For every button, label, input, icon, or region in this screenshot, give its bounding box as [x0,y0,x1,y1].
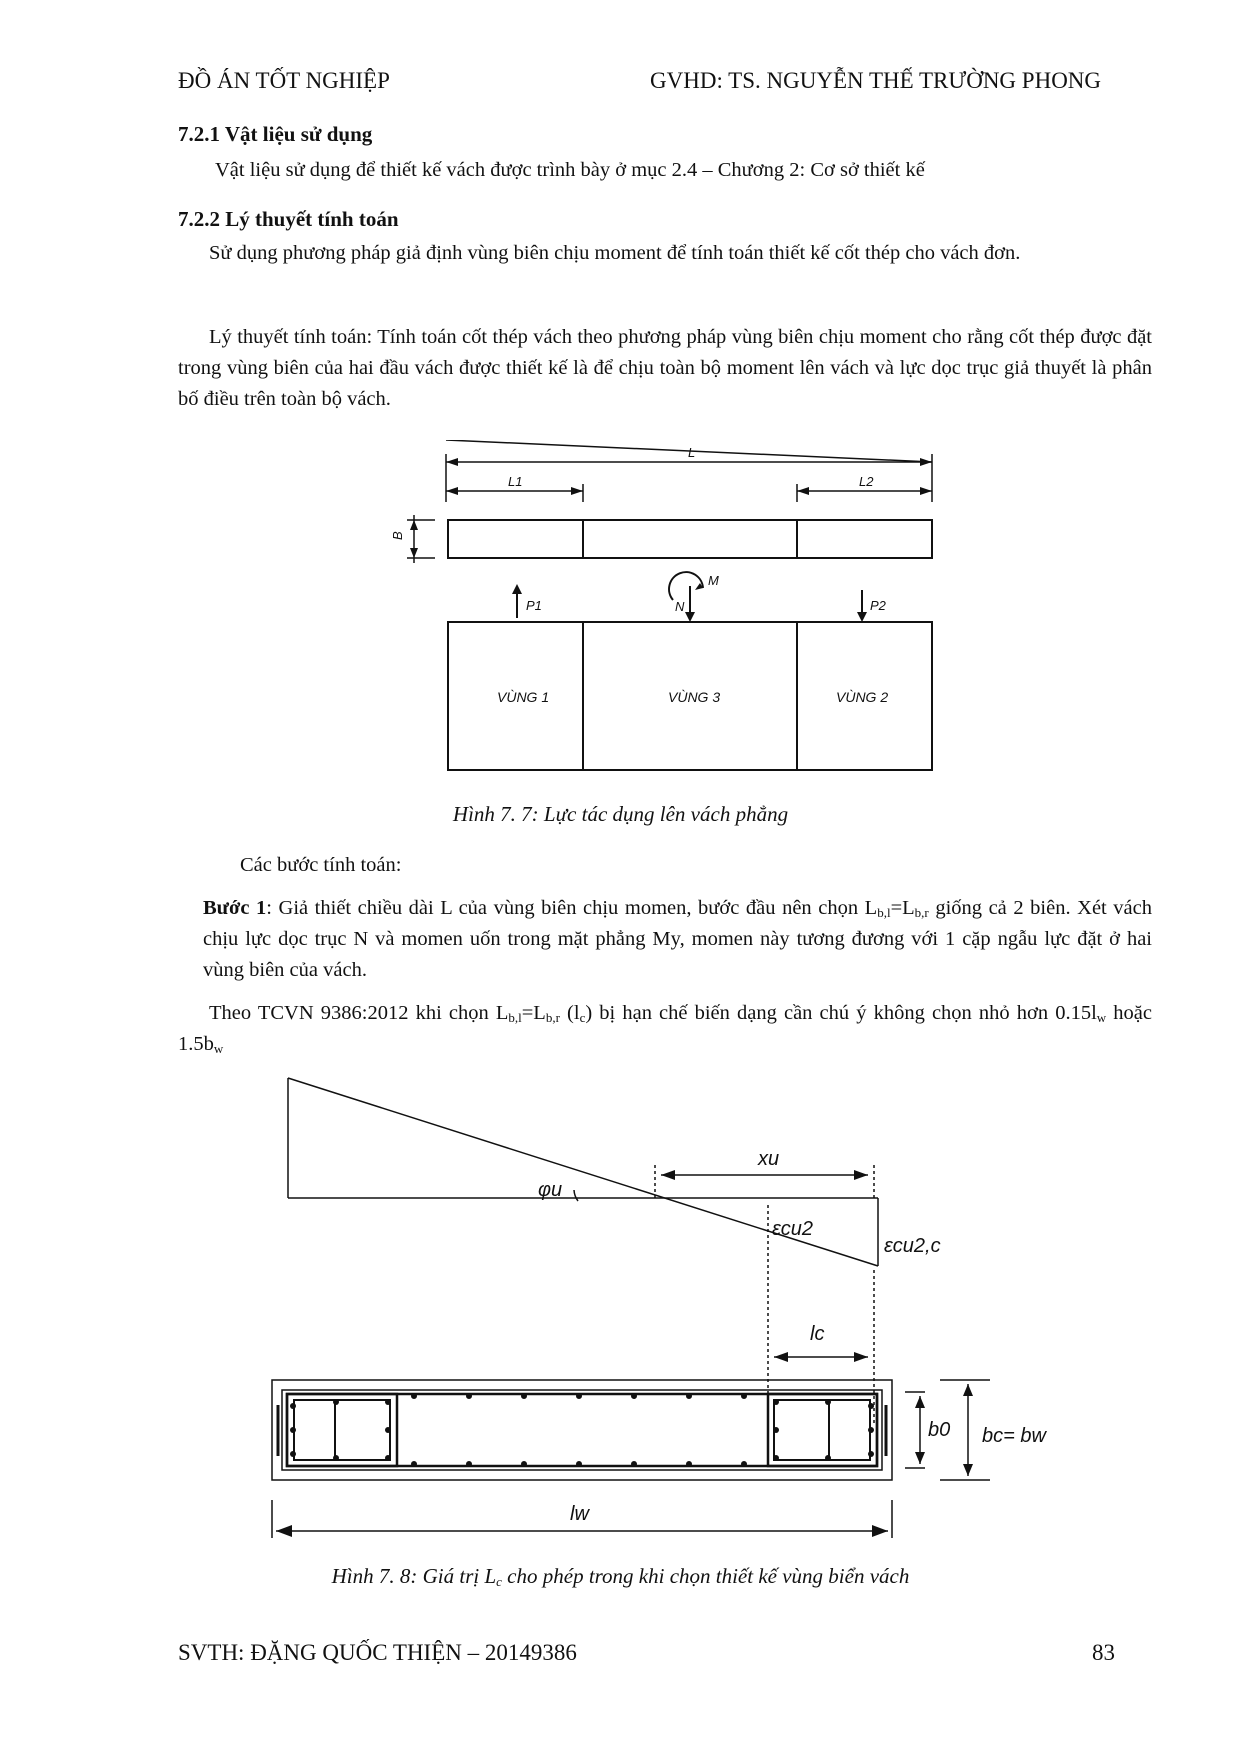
label-ecu2c: εcu2,c [884,1235,941,1257]
tcvn-paragraph: Theo TCVN 9386:2012 khi chọn $L_{b,l}=L_{b,r}$ $(l_c)$ bị hạn chế biến dạng cần chú ý không chọn nhỏ hơn $0.15l_w$ hoặc $1.5b_w$ [178,1002,1152,1056]
label-zone1: VÙNG 1 [497,689,550,705]
section-722-para1: Sử dụng phương pháp giả định vùng biên chịu moment để tính toán thiết kế cốt thép cho vách đơn. [209,242,1021,264]
label-xu: xu [758,1148,780,1170]
phi-arc [574,1190,578,1201]
label-lw: lw [570,1503,589,1525]
wall-plan-rect [448,520,932,558]
label-B: B [390,531,405,540]
label-bc-bw: bc= bw [982,1425,1046,1447]
label-N: N [675,599,685,614]
label-L1: L1 [508,474,523,489]
label-L: L [688,445,696,460]
step1-label: Bước 1 [203,897,267,919]
steps-intro: Các bước tính toán: [240,854,402,876]
page-number: 83 [1092,1640,1115,1665]
label-phiu: φu [538,1179,563,1201]
section-722-para2: Lý thuyết tính toán: Tính toán cốt thép vách theo phương pháp vùng biên chịu moment cho rằng cốt thép được đặt trong vùng biên của hai đầu vách được thiết kế là để chịu toàn bộ moment lên vách và lực dọc trục giả thuyết là phân bố điều trên toàn bộ vách. [178,326,1152,410]
figure-7-7 [0,440,1241,780]
label-zone2: VÙNG 2 [836,689,889,705]
label-P1: P1 [526,598,542,613]
wall-inner [282,1390,882,1470]
label-P2: P2 [870,598,886,613]
section-721-text: Vật liệu sử dụng để thiết kế vách được trình bày ở mục 2.4 – Chương 2: Cơ sở thiết kế [215,159,925,181]
footer-left: SVTH: ĐẶNG QUỐC THIỆN – 20149386 [178,1640,577,1665]
label-zone3: VÙNG 3 [668,689,721,705]
figure-7-8-caption: Hình 7. 8: Giá trị $L_c$ cho phép trong khi chọn thiết kế vùng biển vách [331,1564,910,1589]
label-M: M [708,573,719,588]
figure-7-8 [0,1070,1241,1550]
label-b0: b0 [928,1419,951,1441]
label-ecu2: εcu2 [772,1218,814,1240]
section-heading-721: 7.2.1 Vật liệu sử dụng [178,122,373,146]
header-left: ĐỒ ÁN TỐT NGHIỆP [178,68,390,93]
figure-7-7-caption: Hình 7. 7: Lực tác dụng lên vách phẳng [452,802,789,826]
label-lc: lc [810,1323,825,1345]
section-heading-722: 7.2.2 Lý thuyết tính toán [178,207,399,231]
step1-paragraph: Bước 1: Giả thiết chiều dài L của vùng biên chịu momen, bước đầu nên chọn $L_{b,l}=L_{b,r}$ giống cả 2 biên. Xét vách chịu lực dọc trục N và momen uốn trong mặt phẳng My, momen này tương đương với 1 cặp ngẫu lực đặt ở hai vùng biên của vách. [203,897,1153,981]
header-right: GVHD: TS. NGUYỄN THẾ TRƯỜNG PHONG [650,68,1102,93]
label-L2: L2 [859,474,874,489]
